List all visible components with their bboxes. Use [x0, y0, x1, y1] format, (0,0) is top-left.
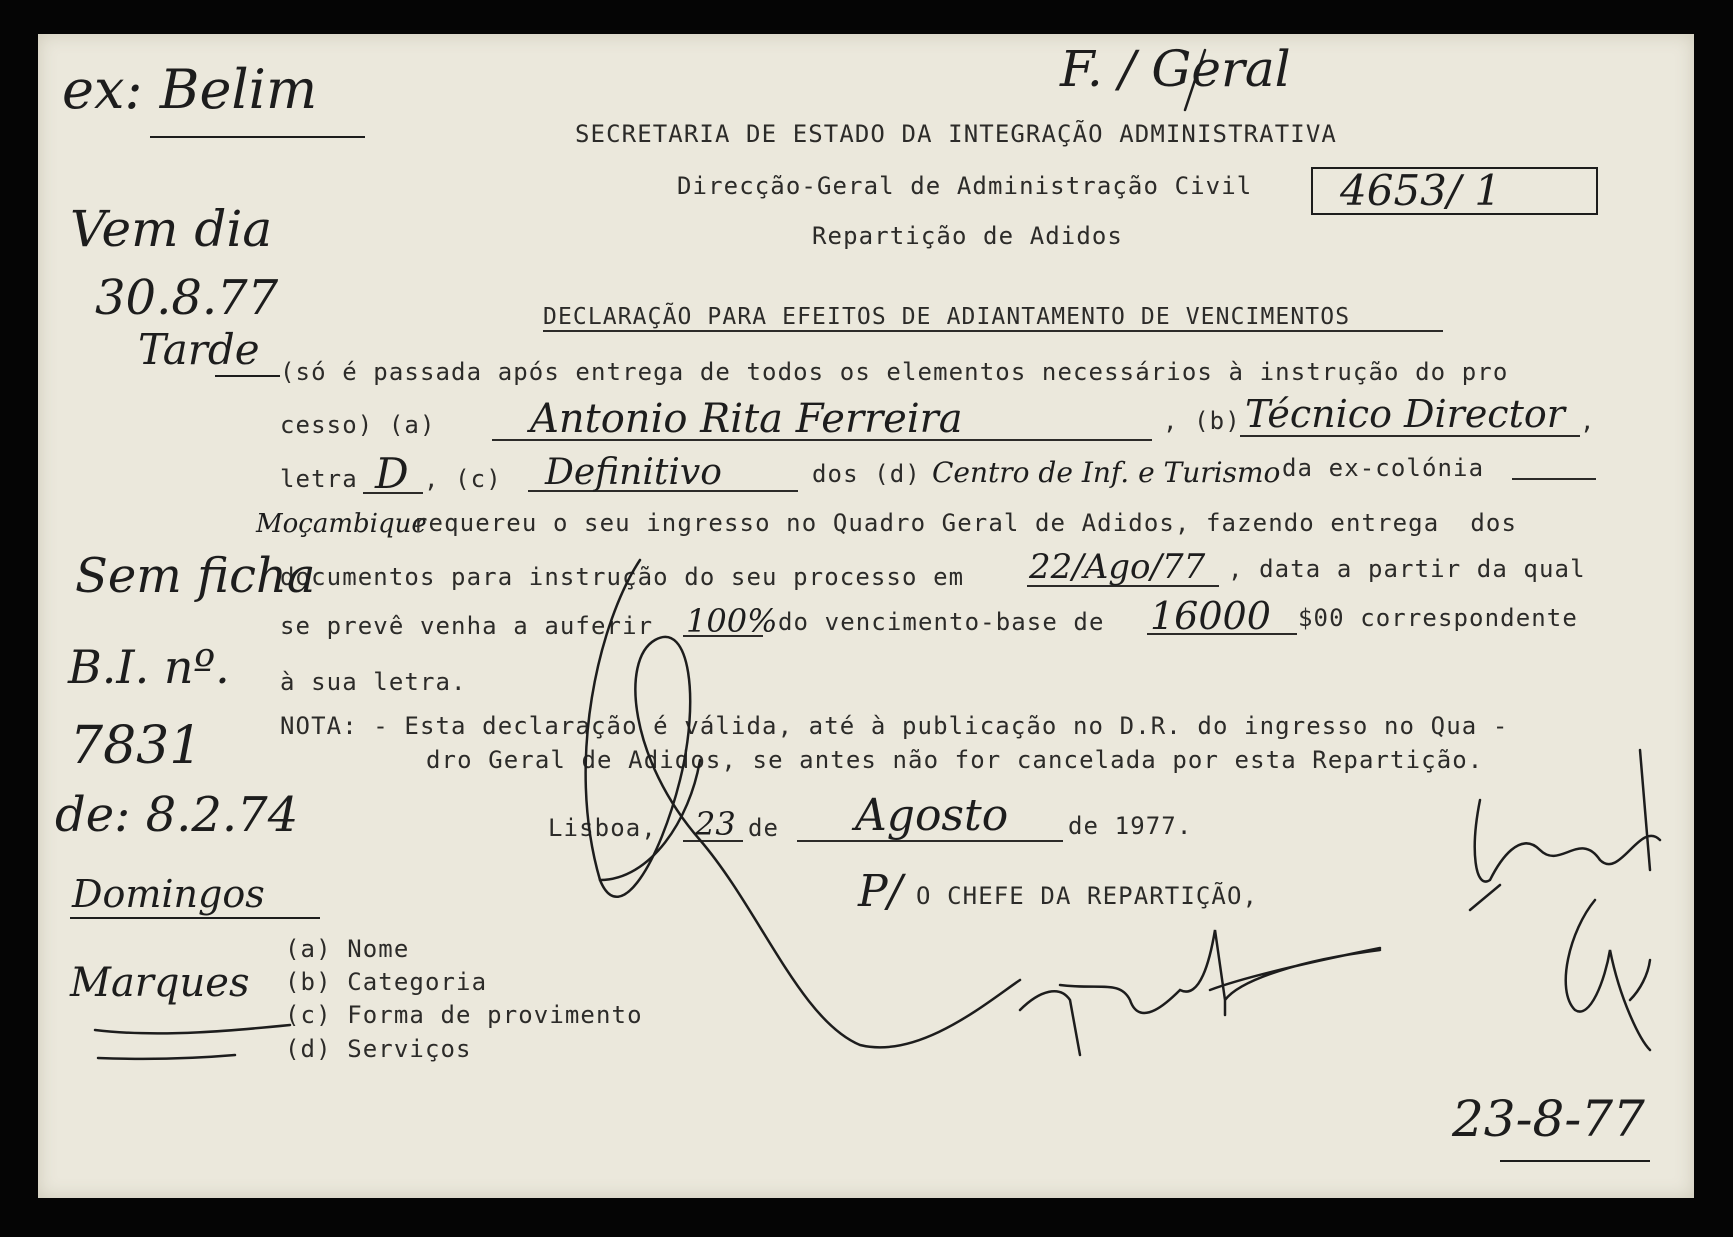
percent-value: 100% — [686, 602, 778, 640]
body-line-6c: $00 correspondente — [1298, 604, 1578, 632]
right-signature-mark — [1566, 900, 1650, 1050]
margin-note-date: 30.8.77 — [95, 270, 279, 326]
body-line-2a: cesso) (a) — [280, 411, 436, 439]
lisboa-label: Lisboa, — [548, 814, 657, 842]
margin-note-bi-number: 7831 — [70, 716, 203, 776]
month-value: Agosto — [855, 790, 1009, 841]
margin-note-bi-date: de: 8.2.74 — [55, 787, 299, 843]
body-line-6b: do vencimento-base de — [778, 608, 1105, 636]
margin-note-bi: B.I. nº. — [68, 640, 230, 694]
header-secretaria: SECRETARIA DE ESTADO DA INTEGRAÇÃO ADMINISTRATIVA — [575, 120, 1337, 148]
legend-item-d: (d) Serviços — [285, 1035, 472, 1063]
categoria-value: Técnico Director — [1245, 392, 1565, 436]
body-line-5b: , data a partir da qual — [1228, 555, 1586, 583]
day-value: 23 — [695, 805, 736, 843]
margin-stroke-2 — [98, 1055, 235, 1059]
name-value: Antonio Rita Ferreira — [530, 396, 963, 442]
margin-stroke-1 — [95, 1025, 290, 1033]
note-top-left: ex: Belim — [62, 58, 318, 121]
chefe-label: O CHEFE DA REPARTIÇÃO, — [916, 882, 1259, 910]
document-title: DECLARAÇÃO PARA EFEITOS DE ADIANTAMENTO DE VENCIMENTOS — [543, 304, 1351, 330]
processo-date-value: 22/Ago/77 — [1029, 547, 1206, 587]
legend-item-c: (c) Forma de provimento — [285, 1001, 643, 1029]
right-signature — [1470, 750, 1660, 910]
de-label-2: de 1977. — [1068, 812, 1193, 840]
de-label-1: de — [748, 814, 780, 842]
nota-line-2: dro Geral de Adidos, se antes não for cancelada por esta Repartição. — [426, 746, 1484, 774]
margin-note-domingos: Domingos — [72, 872, 265, 916]
body-line-7: à sua letra. — [280, 668, 467, 696]
po-mark: P/ — [858, 866, 903, 917]
body-line-6a: se prevê venha a auferir — [280, 612, 654, 640]
body-line-3d: da ex-colónia — [1282, 454, 1485, 482]
letra-value: D — [375, 449, 409, 498]
note-top-center: F. / Geral — [1060, 40, 1291, 98]
amount-value: 16000 — [1150, 594, 1271, 638]
legend-item-a: (a) Nome — [285, 935, 410, 963]
margin-note-sem-ficha: Sem ficha — [75, 548, 316, 604]
body-line-5a: documentos para instrução do seu processo em — [280, 563, 965, 591]
process-code: 4653/ 1 — [1340, 166, 1502, 215]
forma-value: Definitivo — [545, 452, 722, 493]
margin-note-vem-dia: Vem dia — [70, 200, 273, 258]
margin-note-tarde: Tarde — [138, 325, 260, 374]
header-reparticao: Repartição de Adidos — [812, 222, 1123, 250]
header-direccao: Direcção-Geral de Administração Civil — [677, 172, 1253, 200]
nota-line-1: NOTA: - Esta declaração é válida, até à publicação no D.R. do ingresso no Qua - — [280, 712, 1509, 740]
chief-signature — [1020, 930, 1380, 1055]
body-line-2c: , — [1580, 407, 1596, 435]
body-line-2b: , (b) — [1163, 407, 1241, 435]
body-line-3b: , (c) — [424, 465, 502, 493]
colonia-value: Moçambique — [256, 509, 427, 539]
loop-stroke — [586, 560, 1020, 1047]
top-center-slash — [1185, 50, 1205, 110]
body-line-3a: letra — [280, 465, 358, 493]
body-line-1: (só é passada após entrega de todos os elementos necessários à instrução do pro — [280, 358, 1509, 386]
margin-note-marques: Marques — [70, 960, 250, 1006]
body-line-4: requereu o seu ingresso no Quadro Geral de Adidos, fazendo entrega dos — [413, 509, 1517, 537]
date-right: 23-8-77 — [1452, 1090, 1645, 1148]
servicos-value: Centro de Inf. e Turismo — [932, 456, 1281, 489]
legend-item-b: (b) Categoria — [285, 968, 488, 996]
body-line-3c: dos (d) — [812, 460, 921, 488]
